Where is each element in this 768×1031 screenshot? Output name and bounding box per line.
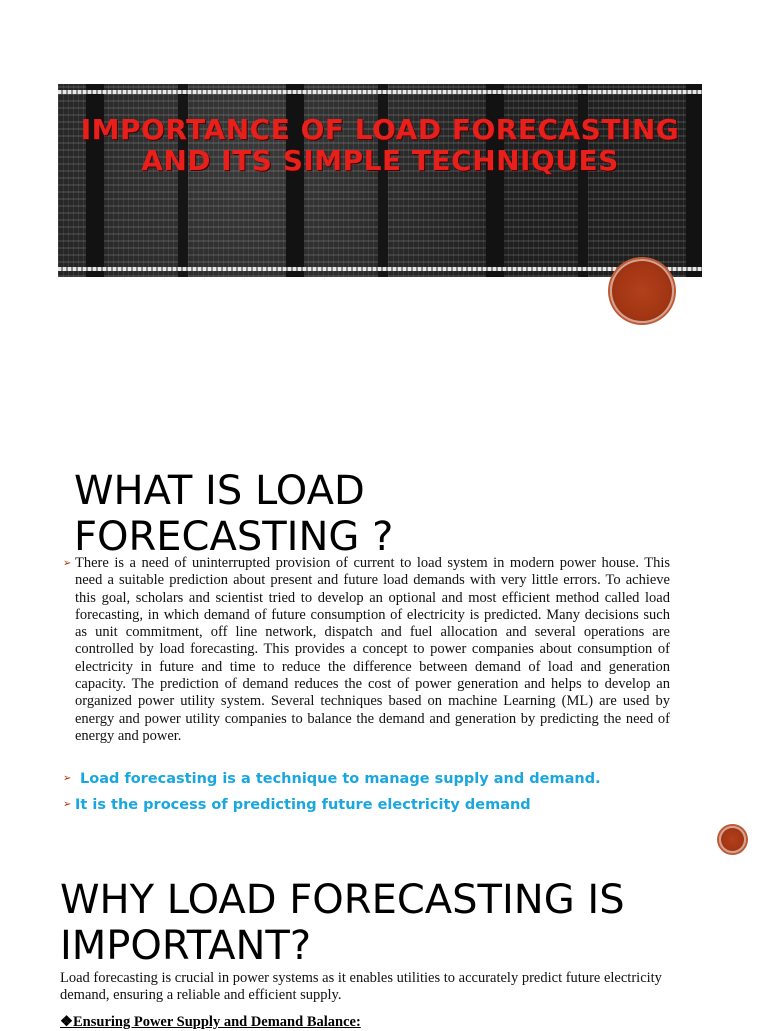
arrow-bullet-icon: ➢ bbox=[63, 773, 72, 784]
title-banner bbox=[58, 84, 702, 277]
highlight-statement: Load forecasting is a technique to manage supply and demand. bbox=[80, 771, 601, 787]
slide-title: IMPORTANCE OF LOAD FORECASTING AND ITS SIMPLE TECHNIQUES bbox=[80, 113, 680, 177]
importance-bullet bbox=[60, 1014, 361, 1031]
highlight-statement: It is the process of predicting future electricity demand bbox=[75, 797, 531, 813]
diamond-bullet-icon: ❖ bbox=[60, 1014, 73, 1030]
banner-bottom-line bbox=[58, 267, 702, 271]
definition-paragraph: There is a need of uninterrupted provision of current to load system in modern power house. This need a suitable prediction about present and future load demands with very little errors. To achieve this goal, scholars and scientist tried to develop an optional and most efficient method called load forecasting, in which demand of future consumption of electricity is predicted. Many decisions such as unit commitment, off line network, dispatch and fuel allocation and several operations are controlled by load forecasting. This provides a concept to power companies about consumption of electricity in future and time to reduce the difference between demand of load and generation capacity. The prediction of demand reduces the cost of power generation and helps to develop an organized power utility system. Several techniques based on machine Learning (ML) are used by energy and power utility companies to balance the demand and generation by predicting the need of energy and power. bbox=[75, 555, 670, 744]
importance-paragraph: Load forecasting is crucial in power systems as it enables utilities to accurately predict future electricity demand, ensuring a reliable and efficient supply. bbox=[60, 970, 662, 1004]
decorative-circle-icon bbox=[719, 826, 746, 853]
banner-top-line bbox=[58, 90, 702, 94]
decorative-circle-icon bbox=[610, 259, 674, 323]
bullet-text: Ensuring Power Supply and Demand Balance: bbox=[73, 1014, 361, 1030]
arrow-bullet-icon: ➢ bbox=[63, 558, 72, 569]
arrow-bullet-icon: ➢ bbox=[63, 799, 72, 810]
section-heading-what: WHAT IS LOAD FORECASTING ? bbox=[74, 468, 394, 560]
section-heading-why: WHY LOAD FORECASTING IS IMPORTANT? bbox=[60, 877, 625, 969]
